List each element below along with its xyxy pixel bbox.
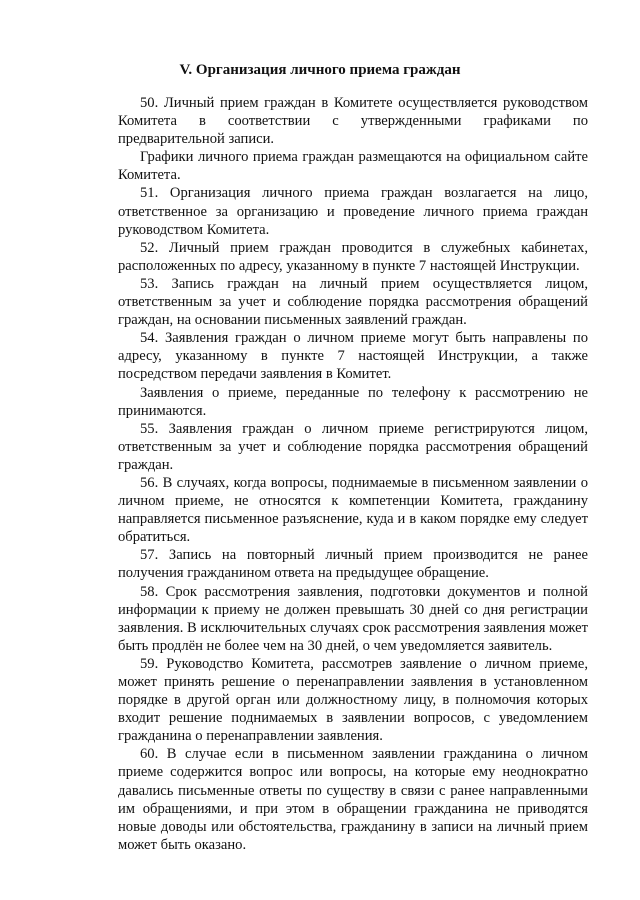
paragraph-59: 59. Руководство Комитета, рассмотрев заявление о личном приеме, может принять решение о перенаправлении заявления в установленном порядке в другой орган или должностному лицу, в полномочия которых входит решение поднимаемых в заявлении вопросов, с уведомлением гражданина о перенаправлении заявления. <box>118 655 588 745</box>
paragraph-53: 53. Запись граждан на личный прием осуществляется лицом, ответственным за учет и соблюдение порядка рассмотрения обращений граждан, на основании письменных заявлений граждан. <box>118 275 588 329</box>
section-heading: V. Организация личного приема граждан <box>179 62 461 78</box>
paragraph-51: 51. Организация личного приема граждан возлагается на лицо, ответственное за организацию и проведение личного приема граждан руководством Комитета. <box>118 185 588 238</box>
paragraph-57: 57. Запись на повторный личный прием производится не ранее получения гражданином ответа на предыдущее обращение. <box>118 547 588 582</box>
paragraph-56: 56. В случаях, когда вопросы, поднимаемые в письменном заявлении о личном приеме, не относятся к компетенции Комитета, гражданину направляется письменное разъяснение, куда и в каком порядке ему следует обратиться. <box>118 474 588 546</box>
paragraph-55: 55. Заявления граждан о личном приеме регистрируются лицом, ответственным за учет и соблюдение порядка рассмотрения обращений граждан. <box>118 420 588 473</box>
paragraph-58: 58. Срок рассмотрения заявления, подготовки документов и полной информации к приему не должен превышать 30 дней со дня регистрации заявления. В исключительных случаях срок рассмотрения заявления может быть продлён не более чем на 30 дней, о чем уведомляется заявитель. <box>118 583 588 654</box>
document-body <box>118 94 588 854</box>
paragraph-60: 60. В случае если в письменном заявлении гражданина о личном приеме содержится вопрос или вопросы, на которые ему неоднократно давались письменные ответы по существу в связи с ранее направленными им обращениями, и при этом в обращении гражданина не приводятся новые доводы или обстоятельства, гражданину в записи на личный прием может быть оказано. <box>118 746 588 853</box>
paragraph-50-schedules: Графики личного приема граждан размещаются на официальном сайте Комитета. <box>118 149 588 184</box>
paragraph-54-phone: Заявления о приеме, переданные по телефону к рассмотрению не принимаются. <box>118 384 588 419</box>
paragraph-54: 54. Заявления граждан о личном приеме могут быть направлены по адресу, указанному в пункте 7 настоящей Инструкции, а также посредством передачи заявления в Комитет. <box>118 330 588 383</box>
paragraph-50: 50. Личный прием граждан в Комитете осуществляется руководством Комитета в соответствии с утвержденными графиками по предварительной записи. <box>118 95 588 148</box>
paragraph-52: 52. Личный прием граждан проводится в служебных кабинетах, расположенных по адресу, указанному в пункте 7 настоящей Инструкции. <box>118 239 588 274</box>
